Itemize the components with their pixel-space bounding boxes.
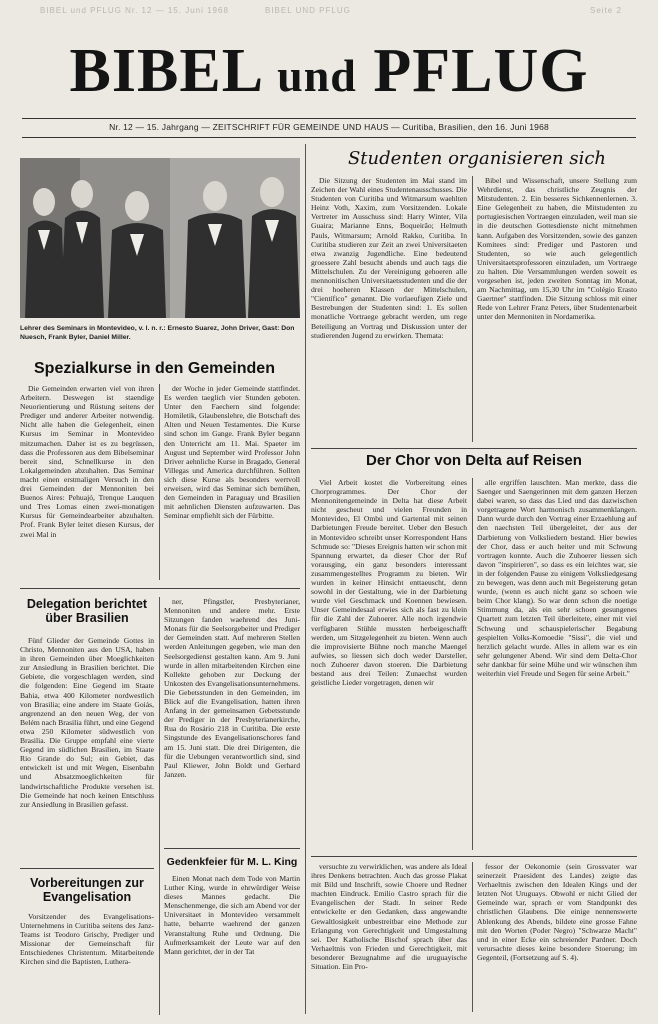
king-column-2 [164, 874, 300, 1014]
king-text-2: Einen Monat nach dem Tode von Martin Luther King, wurde in ehrwürdiger Weise dieses Mannes gedacht. Die Menschenmenge, die sich am Abend vor der Universitaet in Montevideo versammelt hatte, beharrte waehrend der ganzen Veranstaltung Ruhe und Ordnung. Die Aufmerksamkeit der Leute war auf den Mann gerichtet, der in der Tat [164, 874, 300, 956]
chor-column-4 [477, 478, 637, 852]
delegation-column-2 [164, 597, 300, 845]
spezialkurse-text-1: Die Gemeinden erwarten viel von ihren Arbeitern. Deswegen ist staendige Neuorientierung und Rüstung seitens der Prediger und anderer Arbeiter notwendig. Nicht alle haben die Gelegenheit, einen Kursus im Seminar in Montevideo mitzumachen. Daher ist es zu begrüssen, dass die Professoren aus dem Bibelseminar bereit sind, Schnellkurse in den Lokalgemeinden abzuhalten. Das Seminar macht einen erstmaligen Versuch in den drei Gemeinden der Mennoniten bei Buenos Aires: Pehuajó, Trenque Lauquen und Tres Lomas einen zwei-monatigen Kursus für Gemeindearbeiter abzuhalten. Prof. Frank Byler leitet diesen Kursus, der zwei Mal in [20, 384, 154, 539]
column-divider [472, 478, 473, 850]
studenten-headline: Studenten organisieren sich [347, 148, 607, 169]
delegation-headline-line2: über Brasilien [45, 611, 129, 625]
section-divider [311, 448, 637, 449]
bleed-through-text-mid: BIBEL UND PFLUG [265, 6, 351, 15]
column-divider [305, 144, 306, 1014]
photo-caption: Lehrer des Seminars in Montevideo, v. l. n. r.: Ernesto Suarez, John Driver, Gast: Don Nuesch, Frank Byler, Daniel Miller. [20, 325, 295, 341]
seminar-teachers-photo [20, 158, 300, 318]
studenten-text-3: Die Sitzung der Studenten im Mai stand im Zeichen der Wahl eines Studentenausschusses. Die Studenten von Curitiba und Witmarsum waehlten Heinz Voth, Xaxim, zum Vorsitzenden. Lokale Vertreter im Ausschuss sind: Harry Winter, Vila Guaira; Marianne Enns, Boqueirão; Helmuth Pauls, Witmarsum; Arnold Rakko, Curitiba. In Curitiba studieren zur Zeit an zwei Universitaeten etwa zwanzig Jugendliche. Eine bedeutend groessere Zahl besucht abends und auch tags die Mittelschulen. Zu der Vereinigung gehoeren alle mennonitischen Universitaetsstudenten und die der drei hoeheren Klassen der Mittelschulen, "Científico" genannt. Die vorlaeufigen Ziele und Bestrebungen der Studenten sind: 1. Es sollen monatliche Vortraege gebracht werden, um rege Beteiligung an Vortrag und Diskussion unter der studierenden Jugend zu erwirken. Themata: [311, 176, 467, 340]
section-divider [20, 868, 154, 869]
chor-column-3 [311, 478, 467, 852]
delegation-headline-line1: Delegation berichtet [26, 597, 148, 611]
delegation-column-1 [20, 636, 154, 864]
masthead-pflug: PFLUG [373, 37, 589, 105]
king-column-3 [311, 862, 467, 1014]
column-divider [472, 862, 473, 1012]
masthead-title [0, 38, 658, 109]
vorbereitungen-text-1: Vorsitzender des Evangelisations-Unternehmens in Curitiba seitens des Janz-Teams ist Teodoro Grischy, Prediger und Missionar der Gemeinschaft für Entschiedenes Christentum. Mitarbeitende Kirchen sind die Baptisten, Luthera- [20, 912, 154, 967]
king-text-3: versuchte zu verwirklichen, was andere als Ideal ihres Denkens betrachten. Auch das grosse Plakat mit Bild und Inschrift, sowie Choere und Redner machten Eindruck. Emilio Castro sprach für die Evangelischen der Stadt. In seiner Rede entwickelte er den Gedanken, dass angewandte Gewaltlosigkeit unbestreitbar eine Methode zur Erlangung von Gerechtigkeit und Umgestaltung sei. Der Katholische Bischof sprach über das Verhaeltnis von Frieden und Gerechtigkeit, mit besonderer Bezugnahme auf die uruguayische Situation. Ein Pro- [311, 862, 467, 972]
column-divider [472, 176, 473, 442]
king-headline: Gedenkfeier für M. L. King [166, 856, 298, 868]
chor-text-3: Viel Arbeit kostet die Vorbereitung eines Chorprogrammes. Der Chor der Mennonitengemeinde in Delta hat diese Arbeit nicht gescheut und vielen Freunden in Montevideo, El Ombú und Gartental mit seinen Darbietungen Freude bereitet. Ueber den Besuch in Montevideo schreibt unser Korrespondent Hans Schmude so: "Dieses Ereignis hatten wir schon mit Spannung erwartet, da dieser Chor der Ruf vorausging, ein ganz besonders interessant zusammengestelltes Programm zu bieten. Wir wurden in keiner Hinsicht enttaeuscht, denn sowohl in der Gestaltung, wie in der Darbietung wurde viel Geschmack und Koennen bewiesen. Unser Gemeindesaal erwies sich als fast zu klein für die Zahl der Zuhoerer. Alle noch irgendwie verfügbaren Stühle mussten herbeigeschafft werden, um Sitzgelegenheit zu bieten. Wenn auch die improvisierte Bühne noch manche Maengel aufwies, so liessen sich doch weder Darsteller, noch Zuhoerer davon stoeren. Die Darbietung bestand aus drei Teilen: Zunaechst wurden geistliche Lieder vorgetragen, denen wir [311, 478, 467, 688]
king-column-4 [477, 862, 637, 1014]
chor-text-4: alle ergriffen lauschten. Man merkte, dass die Saenger und Saengerinnen mit dem ganzen Herzen dabei waren, so dass das Lied und das dazwischen vorgetragene Wort harmonisch zusammenklangen. Dann wurde durch den Vortrag einer Erzaehlung auf den naechsten Teil übergeleitet, der aus der Darbietung von Volksliedern bestand. Hier bewies der Chor, dass er auch heiter und mit Schwung vortragen konnte. Auch die Zuhoerer liessen sich davon "inspirieren", so dass es ein leichtes war, sie in der folgenden Pause zu einigem Volksliedgesang zu bewegen, was denn auch mit Begeisterung getan wurde, (wenn es auch nicht ganz so schoen wie beim Chor klang). So war denn schon die noetige Stimmung da, als ein sehr schoen gesungenes Quartett zum letzten Teil überleitete, einer mit viel Schwung und schauspielerischer Begabung gespielten Volks-Komoedie "Sissi", die viel und herzlich gelacht wurde. Alles in allem war es ein sehr gelungener Abend. Wir sind dem Delta-Chor sehr dankbar für seine Mühe und wir wünschen ihm weiterhin viel Freude und Segen für seine Arbeit." [477, 478, 637, 678]
spezialkurse-column-1 [20, 384, 154, 582]
vorbereitungen-headline-line2: Evangelisation [42, 890, 132, 904]
delegation-text-1: Fünf Glieder der Gemeinde Gottes in Christo, Mennoniten aus den USA, haben in ihren Gemeinden über Moeglichkeiten zur Ansiedlung in Brasilien berichtet. Die Gebiete, die vorgeschlagen werden, sind die folgenden: Eine Gegend im Staate Bahia, etwa 400 Kilometer nordwestlich von Brasilia; eine andere im Staate Goiás, angrenzend an den neuen Weg, der von Belém nach Brasilia führt, und eine Gegend etwa 250 Kilometer südwestlich von Brasilia. Die Gruppe empfahl eine vierte Gegend im südlichen Brasilien, im Staate Rio Grande do Sul; ein Gebiet, das entwickelt ist und mit Wegen, Eisenbahn und Absatzmoeglichkeiten für landwirtschaftliche Produkte versehen ist. Die Gemeinde hat noch keinen Entschluss zur Ansiedlung in Brasilien gefasst. [20, 636, 154, 809]
vorbereitungen-column-1 [20, 912, 154, 1012]
delegation-headline [20, 597, 154, 625]
studenten-column-4 [477, 176, 637, 444]
section-divider [164, 848, 300, 849]
masthead-bibel: BIBEL [69, 37, 261, 105]
masthead-rule-top [22, 118, 636, 119]
spezialkurse-headline: Spezialkurse in den Gemeinden [34, 360, 275, 377]
studenten-column-3 [311, 176, 467, 444]
masthead-und: und [277, 50, 357, 101]
column-divider [159, 384, 160, 580]
spezialkurse-column-2 [164, 384, 300, 582]
king-text-4: fessor der Oekonomie (sein Grossvater war seinerzeit Praesident des Landes) zeigte das Verhaeltnis zwischen den Idealen Kings und der letzten Not Uruguays. Obwohl er nicht Glied der Gemeinde war, sprach er vom Standpunkt des christlichen Glaubens. Die einige nennenswerte Ablenkung des Abends, bildete eine grosse Fahne mit den Worten (Poder Negro) "Schwarze Macht" und in einer Ecke ein schreiender Pardner. Doch verursachte dieses keine besondere Stoerung; im Gegenteil, (Fortsetzung auf S. 4). [477, 862, 637, 962]
bleed-through-text-right: Seite 2 [590, 6, 622, 15]
vorbereitungen-headline-line1: Vorbereitungen zur [30, 876, 144, 890]
section-divider [20, 588, 300, 589]
vorbereitungen-headline [20, 876, 154, 904]
delegation-text-2: ner, Pfingstler, Presbyterianer, Mennoniten und andere mehr. Erste Sitzungen fanden waehrend des Juni-Monats für die Seelsorgebeiter und Prediger der Gemeinden statt. Auf mehreren Stellen werden Anleitungen gegeben, wie man den Seelsorgedienst gestalten kann. Am 9. Juni wurde in allen mitarbeitenden Kirchen eine Kollekte gehoben zur Deckung der Unkosten des Evangelisationsunternehmens. Die Gebetsstunden in den Gemeinden, im Blick auf die Evangelisation, hatten ihren Anfang in der gemeinsamen Gebetsstunde der Prediger in der Presbyterianerkirche, Rua do Rosário 218 in Curitiba. Die erste Singstunde des Evangelisationschores fand am 15. Juni statt. Die drei Dirigenten, die für die Uebungen verantwortlich sind, sind Paul Kliewer, John Boldt und Gerhard Janzen. [164, 597, 300, 779]
section-divider [311, 856, 637, 857]
bleed-through-text-left: BIBEL und PFLUG Nr. 12 — 15. Juni 1968 [40, 6, 229, 15]
masthead-rule-bottom [22, 137, 636, 138]
chor-headline: Der Chor von Delta auf Reisen [366, 452, 582, 469]
issue-line: Nr. 12 — 15. Jahrgang — ZEITSCHRIFT FÜR GEMEINDE UND HAUS — Curitiba, Brasilien, den 16. Juni 1968 [109, 122, 549, 132]
spezialkurse-text-2: der Woche in jeder Gemeinde stattfindet. Es werden taeglich vier Stunden geboten. Unter den Faechern sind folgende: Homiletik, Glaubenslehre, die Botschaft des Alten und Neuen Testamentes. Die Kurse sind schon im Gange. Frank Byler begann den Unterricht am 11. Mai. Spaeter im August und September wird Professor John Driver aehnliche Kurse in Bragado, General Villegas und America durchführen. Sollten sich diese Kurse als besonders wertvoll erweisen, wird das Seminar sich bemühen, den Gemeinden in Paraguay und Brasilien mit aehnlichen Diensten aufzuwarten. Das Seminar empfiehlt sich der Fürbitte. [164, 384, 300, 521]
column-divider [159, 597, 160, 1015]
studenten-text-4: Bibel und Wissenschaft, unsere Stellung zum Wehrdienst, das christliche Zeugnis der Mitstudenten. 2. Ein besseres Sichkennenlernen. 3. Eine Gelegenheit zu haben, die Mitstudenten zu portugiesischen Vortraegen einzuladen, weil man sie in die deutschen Gottesdienste nicht mitnehmen kann. Aufgaben des Vorsitzenden, sowie des ganzen Komitees sind: Prediger und Pastoren und Studenten, so wie auch gelegentlich Universitaetsprofessoren einzuladen, um Vortraege zu halten. Die Versammlungen werden soweit es vorgesehen ist, jeden zweiten Sonntag im Monat, am Nachmittag, um 15,30 Uhr im "Colégio Erasto Gaertner" stattfinden. Die Sitzung schloss mit einer Rede von Lehrer Franz Peters, über Studentenarbeit unter den Mennoniten in Nordamerika. [477, 176, 637, 322]
